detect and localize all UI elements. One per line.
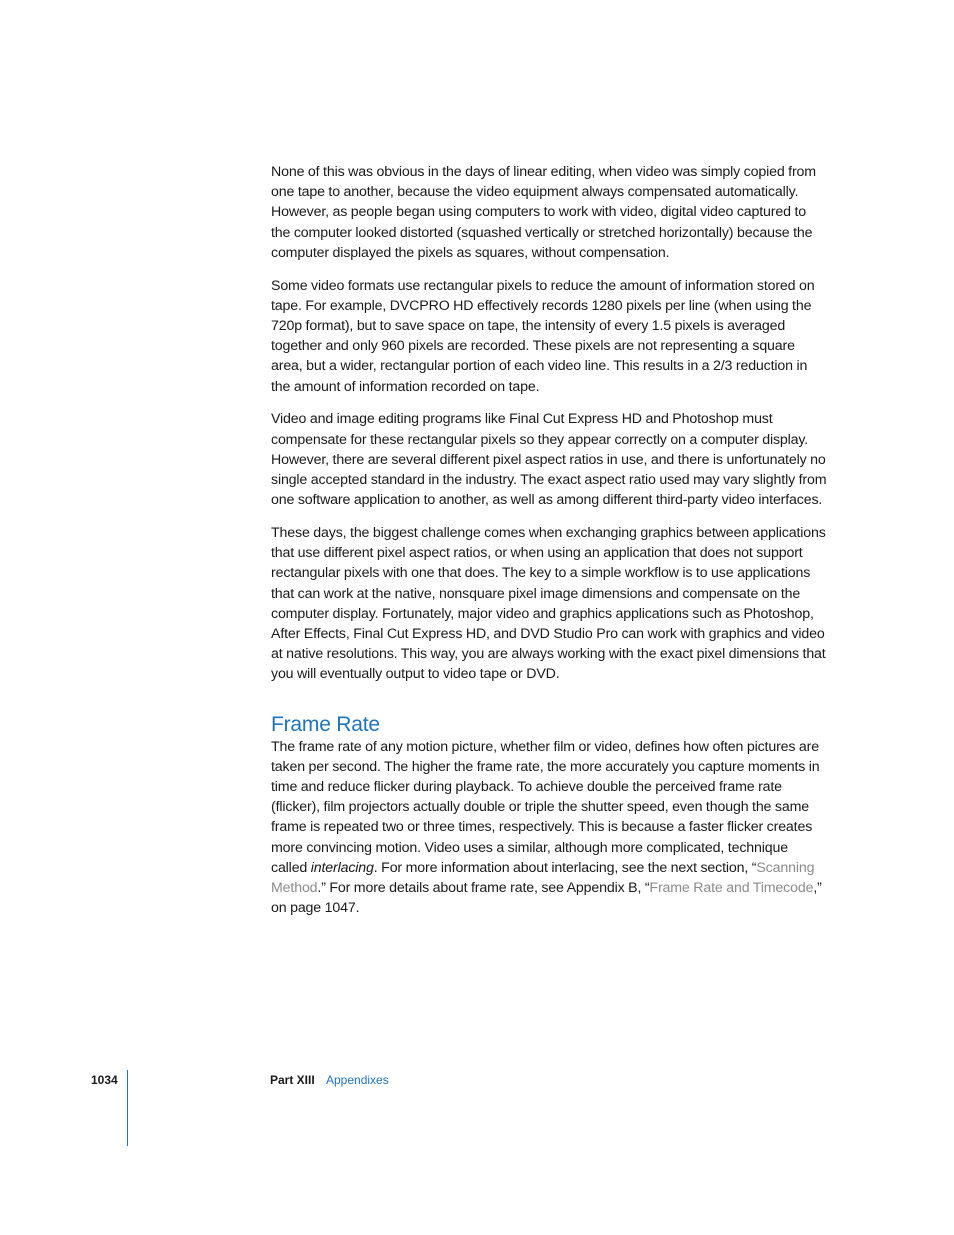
part-title: Appendixes bbox=[326, 1073, 389, 1087]
footer-divider bbox=[127, 1070, 128, 1146]
page-footer bbox=[0, 1070, 954, 1150]
paragraph-text: ,” on page 1047. bbox=[271, 880, 822, 917]
page-content bbox=[271, 162, 827, 931]
body-paragraph: Video and image editing programs like Final Cut Express HD and Photoshop must compensate for these rectangular pixels so they appear correctly on a computer display. However, there are several different pixel aspect ratios in use, and there is unfortunately no single accepted standard in the industry. The exact aspect ratio used may vary slightly from one software application to another, as well as among different third-party video interfaces. bbox=[271, 411, 827, 509]
body-paragraph: These days, the biggest challenge comes when exchanging graphics between applications that use different pixel aspect ratios, or when using an application that does not support rectangular pixels with one that does. The key to a simple workflow is to use applications that can work at the native, nonsquare pixel image dimensions and compensate on the computer display. Fortunately, major video and graphics applications such as Photoshop, After Effects, Final Cut Express HD, and DVD Studio Pro can work with graphics and video at native resolutions. This way, you are always working with the exact pixel dimensions that you will eventually output to video tape or DVD. bbox=[271, 525, 826, 683]
scanning-method-link[interactable]: Scanning Method bbox=[271, 859, 815, 897]
page-number: 1034 bbox=[91, 1073, 118, 1087]
part-label: Part XIII bbox=[270, 1073, 315, 1087]
body-paragraph: Some video formats use rectangular pixels to reduce the amount of information stored on tape. For example, DVCPRO HD effectively records 1280 pixels per line (when using the 720p format), but to save space on tape, the intensity of every 1.5 pixels is averaged together and only 960 pixels are recorded. These pixels are not representing a square area, but a wider, rectangular portion of each video line. This results in a 2/3 reduction in the amount of information recorded on tape. bbox=[271, 277, 815, 395]
paragraph-text: .” For more details about frame rate, see Appendix B, “ bbox=[317, 880, 650, 897]
paragraph-text: The frame rate of any motion picture, whether film or video, defines how often pictures are taken per second. The higher the frame rate, the more accurately you capture moments in time and reduce flicker during playback. To achieve double the perceived frame rate (flicker), film projectors actually double or triple the shutter speed, even though the same frame is repeated two or three times, respectively. This is because a faster flicker creates more convincing motion. Video uses a similar, although more complicated, technique called bbox=[271, 738, 820, 876]
italic-term: interlacing bbox=[310, 859, 374, 876]
section-heading-frame-rate: Frame Rate bbox=[271, 712, 380, 736]
paragraph-text: . For more information about interlacing, see the next section, “ bbox=[373, 859, 757, 876]
frame-rate-paragraph bbox=[271, 737, 827, 919]
frame-rate-timecode-link[interactable]: Frame Rate and Timecode bbox=[649, 880, 814, 897]
body-paragraph: None of this was obvious in the days of linear editing, when video was simply copied from one tape to another, because the video equipment always compensated automatically. However, as people began using computers to work with video, digital video captured to the computer looked distorted (squashed vertically or stretched horizontally) because the computer displayed the pixels as squares, without compensation. bbox=[271, 164, 816, 261]
